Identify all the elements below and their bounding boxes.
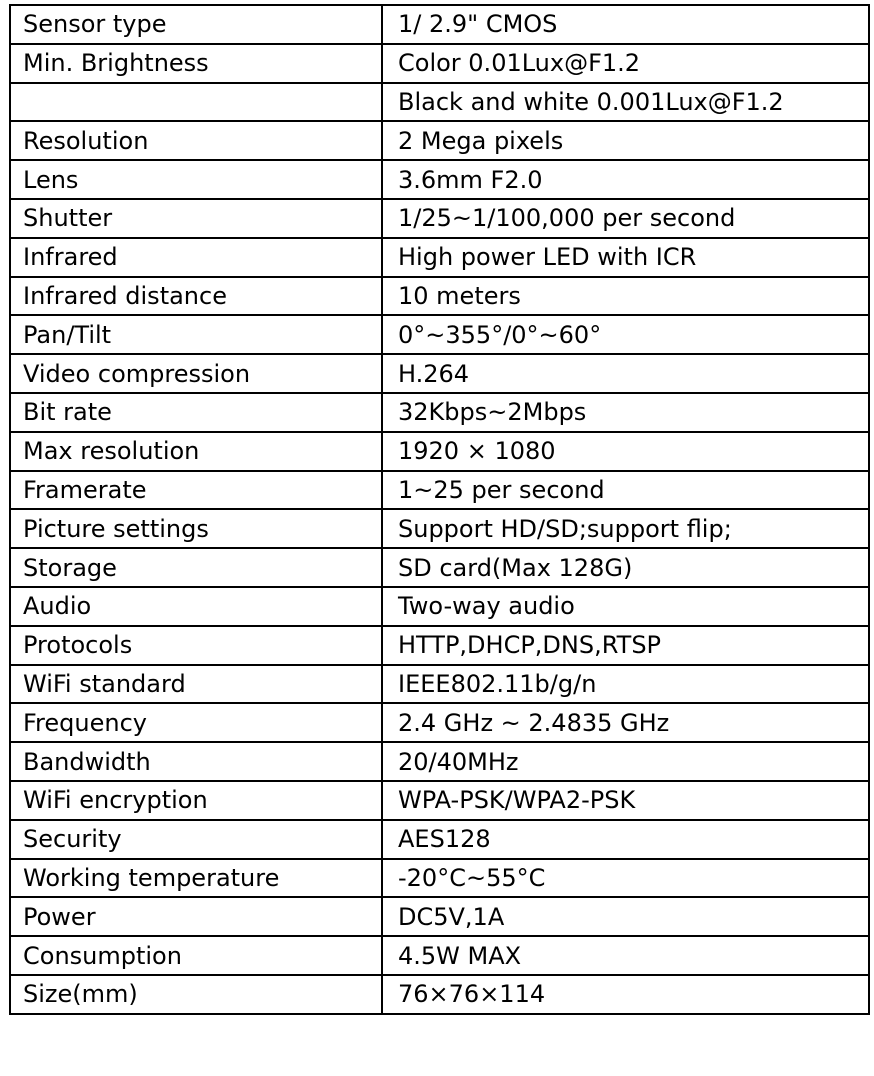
spec-label: [10, 83, 382, 122]
spec-value: 76×76×114: [382, 975, 869, 1014]
table-row: [10, 781, 869, 820]
spec-label: Pan/Tilt: [10, 315, 382, 354]
table-row: [10, 354, 869, 393]
spec-value: 3.6mm F2.0: [382, 160, 869, 199]
table-row: [10, 897, 869, 936]
table-row: [10, 587, 869, 626]
spec-label: Framerate: [10, 471, 382, 510]
spec-label: Sensor type: [10, 5, 382, 44]
table-row: [10, 199, 869, 238]
spec-label: Bit rate: [10, 393, 382, 432]
table-row: [10, 665, 869, 704]
spec-value: 1/25~1/100,000 per second: [382, 199, 869, 238]
table-row: [10, 936, 869, 975]
spec-value: IEEE802.11b/g/n: [382, 665, 869, 704]
table-row: [10, 509, 869, 548]
spec-label: WiFi encryption: [10, 781, 382, 820]
spec-label: Lens: [10, 160, 382, 199]
spec-value: 2 Mega pixels: [382, 121, 869, 160]
table-row: [10, 703, 869, 742]
spec-value: DC5V,1A: [382, 897, 869, 936]
spec-label: Max resolution: [10, 432, 382, 471]
spec-value: Black and white 0.001Lux@F1.2: [382, 83, 869, 122]
spec-value: WPA-PSK/WPA2-PSK: [382, 781, 869, 820]
spec-label: Picture settings: [10, 509, 382, 548]
table-row: [10, 121, 869, 160]
table-row: [10, 83, 869, 122]
table-row: [10, 432, 869, 471]
table-row: [10, 5, 869, 44]
spec-label: Bandwidth: [10, 742, 382, 781]
spec-label: Security: [10, 820, 382, 859]
spec-value: Support HD/SD;support flip;: [382, 509, 869, 548]
spec-value: High power LED with ICR: [382, 238, 869, 277]
table-row: [10, 859, 869, 898]
spec-value: H.264: [382, 354, 869, 393]
spec-label: Infrared: [10, 238, 382, 277]
spec-label: Consumption: [10, 936, 382, 975]
table-row: [10, 820, 869, 859]
spec-value: 1~25 per second: [382, 471, 869, 510]
spec-value: -20°C~55°C: [382, 859, 869, 898]
spec-value: 32Kbps~2Mbps: [382, 393, 869, 432]
spec-label: Working temperature: [10, 859, 382, 898]
table-row: [10, 277, 869, 316]
spec-value: 0°~355°/0°~60°: [382, 315, 869, 354]
spec-value: Color 0.01Lux@F1.2: [382, 44, 869, 83]
spec-label: Resolution: [10, 121, 382, 160]
spec-label: Power: [10, 897, 382, 936]
spec-label: Infrared distance: [10, 277, 382, 316]
table-row: [10, 238, 869, 277]
spec-value: Two-way audio: [382, 587, 869, 626]
spec-label: Min. Brightness: [10, 44, 382, 83]
table-row: [10, 471, 869, 510]
spec-label: WiFi standard: [10, 665, 382, 704]
table-row: [10, 975, 869, 1014]
spec-table: [9, 4, 870, 1015]
spec-value: 10 meters: [382, 277, 869, 316]
spec-label: Frequency: [10, 703, 382, 742]
spec-value: HTTP,DHCP,DNS,RTSP: [382, 626, 869, 665]
spec-label: Audio: [10, 587, 382, 626]
spec-label: Storage: [10, 548, 382, 587]
spec-label: Shutter: [10, 199, 382, 238]
spec-value: 1920 × 1080: [382, 432, 869, 471]
table-row: [10, 742, 869, 781]
spec-value: 4.5W MAX: [382, 936, 869, 975]
table-row: [10, 626, 869, 665]
table-row: [10, 548, 869, 587]
spec-label: Size(mm): [10, 975, 382, 1014]
spec-label: Protocols: [10, 626, 382, 665]
table-row: [10, 44, 869, 83]
table-row: [10, 160, 869, 199]
table-row: [10, 393, 869, 432]
spec-value: 1/ 2.9" CMOS: [382, 5, 869, 44]
table-row: [10, 315, 869, 354]
spec-value: 20/40MHz: [382, 742, 869, 781]
spec-value: SD card(Max 128G): [382, 548, 869, 587]
spec-value: AES128: [382, 820, 869, 859]
spec-value: 2.4 GHz ~ 2.4835 GHz: [382, 703, 869, 742]
spec-label: Video compression: [10, 354, 382, 393]
